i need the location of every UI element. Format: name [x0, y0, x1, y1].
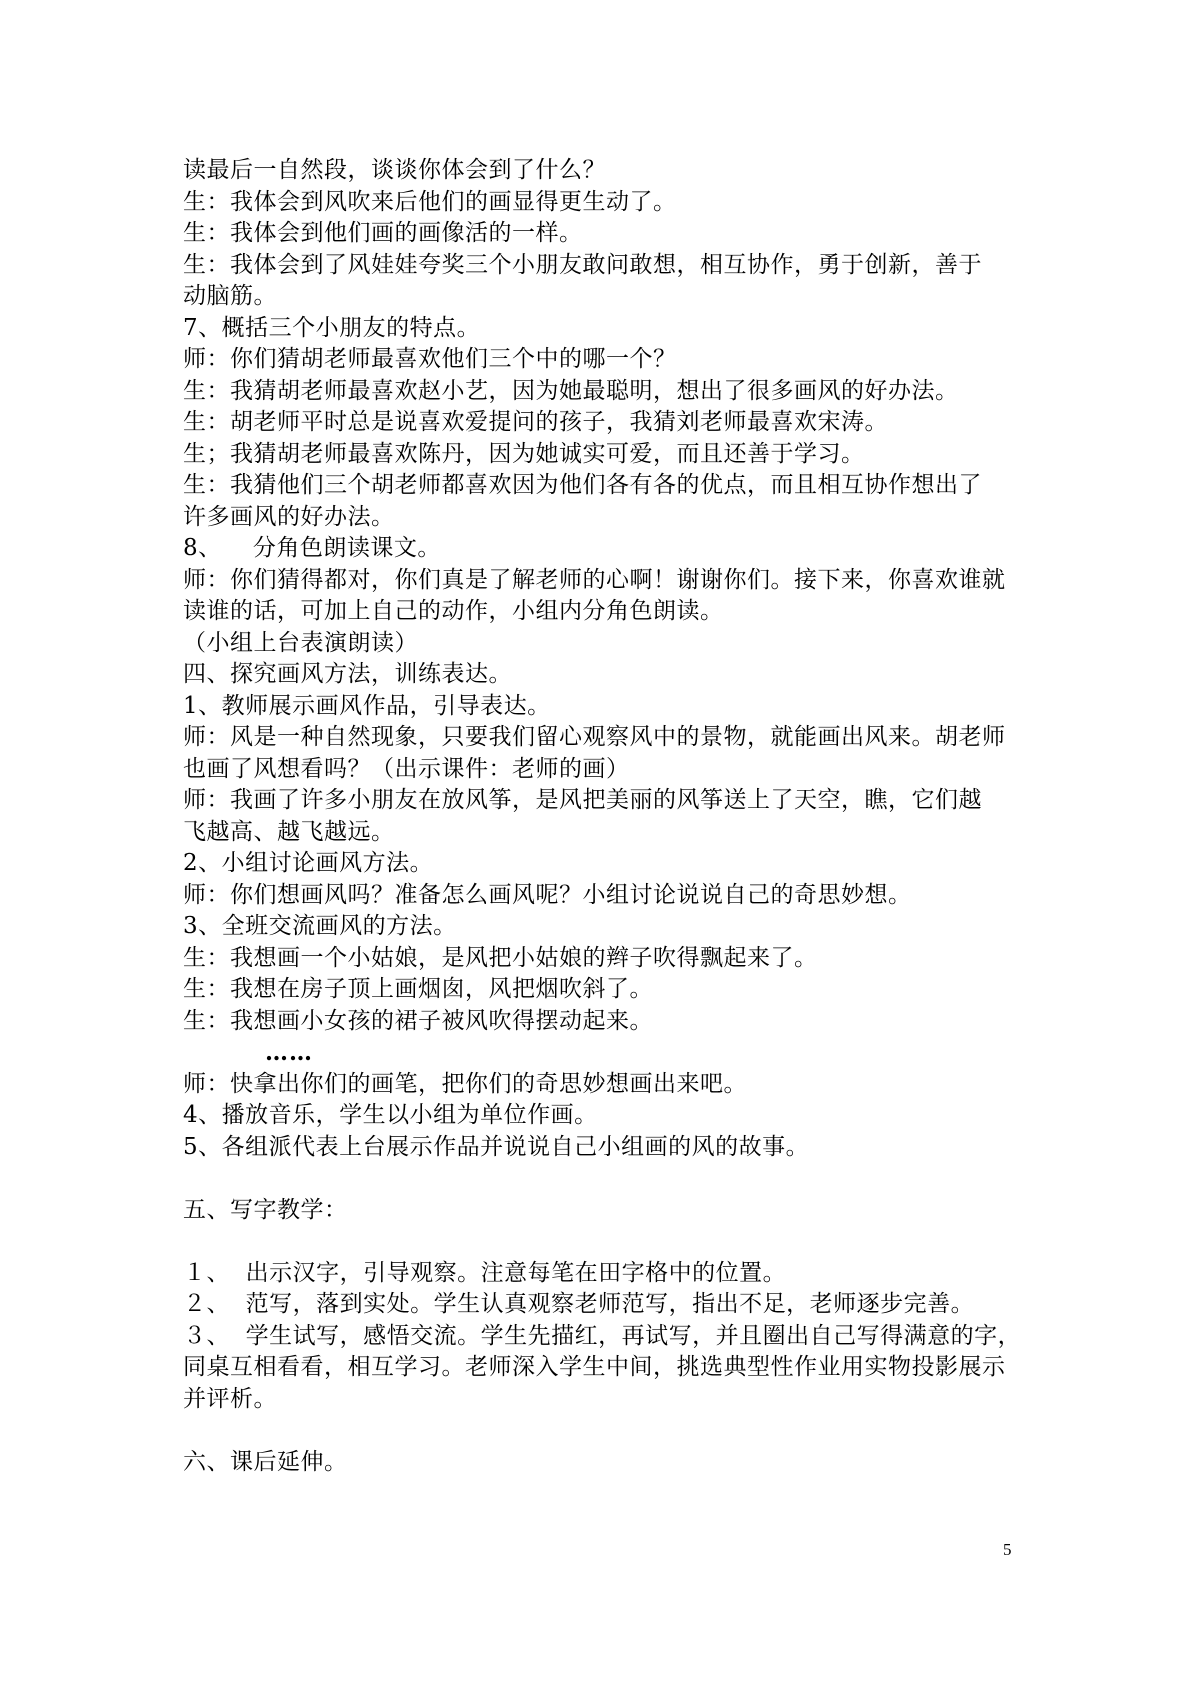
section-item: 8、 分角色朗读课文。 — [183, 535, 441, 561]
text-line: 生：我猜他们三个胡老师都喜欢因为他们各有各的优点，而且相互协作想出了 — [183, 472, 982, 498]
section-heading: 四、探究画风方法，训练表达。 — [183, 661, 512, 687]
text-line: 生：我想在房子顶上画烟囱，风把烟吹斜了。 — [183, 976, 653, 1002]
text-line: 飞越高、越飞越远。 — [183, 818, 395, 845]
text-line: （小组上台表演朗读） — [183, 629, 418, 656]
text-line: 生：我猜胡老师最喜欢赵小艺，因为她最聪明，想出了很多画风的好办法。 — [183, 377, 959, 404]
text-line: 也画了风想看吗？（出示课件：老师的画） — [183, 755, 630, 782]
text-line: 师：你们猜胡老师最喜欢他们三个中的哪一个？ — [183, 346, 677, 372]
page-number: 5 — [1003, 1540, 1012, 1559]
text-line: 同桌互相看看，相互学习。老师深入学生中间，挑选典型性作业用实物投影展示 — [183, 1354, 1006, 1380]
text-line: 并评析。 — [183, 1385, 277, 1412]
text-line: 生：我想画一个小姑娘，是风把小姑娘的辫子吹得飘起来了。 — [183, 944, 818, 971]
section-item: 2、小组讨论画风方法。 — [183, 850, 434, 876]
text-line: 读最后一自然段，谈谈你体会到了什么？ — [183, 157, 606, 183]
text-line: 许多画风的好办法。 — [183, 503, 395, 530]
section-item: 7、概括三个小朋友的特点。 — [183, 314, 481, 341]
section-item: 1、教师展示画风作品，引导表达。 — [183, 692, 551, 719]
text-line: 生：胡老师平时总是说喜欢爱提问的孩子，我猜刘老师最喜欢宋涛。 — [183, 409, 888, 435]
section-item: １、 出示汉字，引导观察。注意每笔在田字格中的位置。 — [183, 1259, 787, 1286]
text-line: 生：我体会到了风娃娃夸奖三个小朋友敢问敢想，相互协作，勇于创新，善于 — [183, 251, 982, 278]
text-line: 读谁的话，可加上自己的动作，小组内分角色朗读。 — [183, 598, 724, 624]
text-line: 生：我体会到他们画的画像活的一样。 — [183, 220, 583, 246]
text-line: 师：快拿出你们的画笔，把你们的奇思妙想画出来吧。 — [183, 1070, 747, 1097]
section-heading: 六、课后延伸。 — [183, 1448, 348, 1475]
text-line: 生：我体会到风吹来后他们的画显得更生动了。 — [183, 188, 677, 215]
text-line: 师：我画了许多小朋友在放风筝，是风把美丽的风筝送上了天空，瞧，它们越 — [183, 787, 982, 813]
section-heading: 五、写字教学： — [183, 1196, 348, 1223]
section-item: ２、 范写，落到实处。学生认真观察老师范写，指出不足，老师逐步完善。 — [183, 1291, 975, 1317]
blank-line — [183, 1226, 1033, 1258]
text-line: 生：我想画小女孩的裙子被风吹得摆动起来。 — [183, 1007, 653, 1034]
section-item: 5、各组派代表上台展示作品并说说自己小组画的风的故事。 — [183, 1133, 810, 1160]
text-line: 生；我猜胡老师最喜欢陈丹，因为她诚实可爱，而且还善于学习。 — [183, 440, 865, 467]
text-line: 师：风是一种自然现象，只要我们留心观察风中的景物，就能画出风来。胡老师 — [183, 724, 1006, 750]
blank-line — [183, 1163, 1033, 1195]
section-item: ３、 学生试写，感悟交流。学生先描红，再试写，并且圈出自己写得满意的字， — [183, 1322, 1022, 1349]
ellipsis: …… — [265, 1039, 313, 1066]
blank-line — [183, 1415, 1033, 1447]
section-item: 3、全班交流画风的方法。 — [183, 913, 457, 939]
text-line: 师：你们想画风吗？准备怎么画风呢？小组讨论说说自己的奇思妙想。 — [183, 881, 912, 908]
text-line: 动脑筋。 — [183, 283, 277, 309]
text-line: 师：你们猜得都对，你们真是了解老师的心啊！谢谢你们。接下来，你喜欢谁就 — [183, 566, 1006, 593]
page-body — [183, 155, 1033, 1478]
section-item: 4、播放音乐，学生以小组为单位作画。 — [183, 1102, 598, 1128]
